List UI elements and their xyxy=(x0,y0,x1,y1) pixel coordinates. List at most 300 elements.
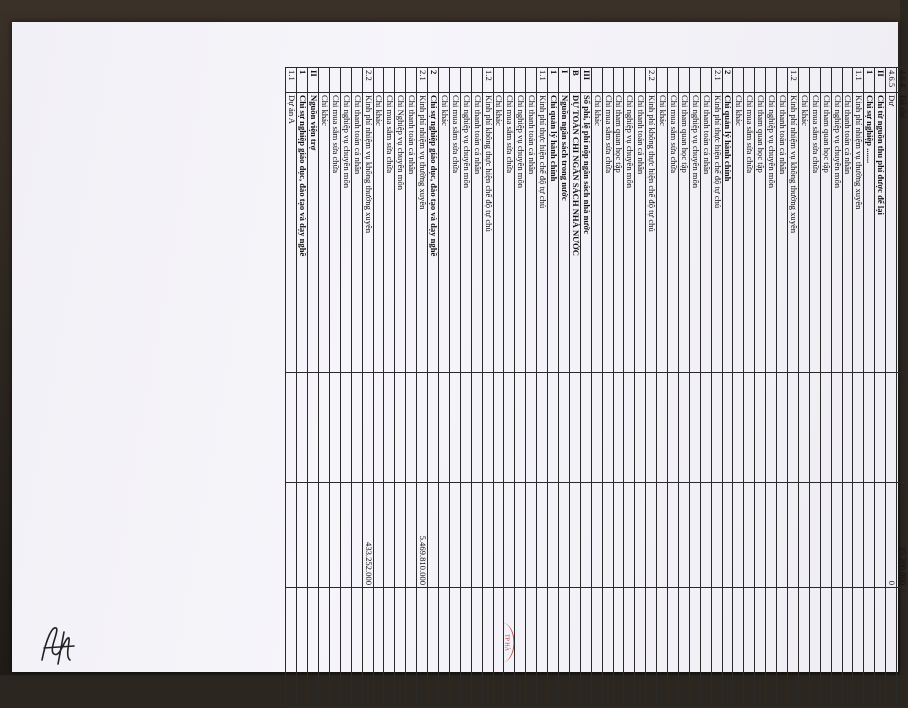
empty-cell xyxy=(482,373,493,483)
empty-cell xyxy=(864,373,875,483)
row-label: Chi khác xyxy=(319,93,330,373)
empty-cell xyxy=(515,588,526,708)
empty-cell xyxy=(373,373,384,483)
row-amount xyxy=(864,483,875,588)
table-row xyxy=(722,68,733,708)
row-number xyxy=(449,68,460,93)
table-row xyxy=(308,68,319,708)
table-row xyxy=(733,68,744,708)
row-label: Chi sự nghiệp ....... xyxy=(864,93,875,373)
empty-cell xyxy=(504,373,515,483)
row-amount xyxy=(308,483,319,588)
row-label: Chi mua sắm sửa chữa xyxy=(504,93,515,373)
table-row xyxy=(864,68,875,708)
row-label: Chi khác xyxy=(373,93,384,373)
empty-cell xyxy=(384,588,395,708)
row-amount xyxy=(580,483,591,588)
empty-cell xyxy=(526,588,537,708)
row-number xyxy=(373,68,384,93)
empty-cell xyxy=(308,373,319,483)
table-row xyxy=(340,68,351,708)
table-row xyxy=(755,68,766,708)
row-label: Chi mua sắm sửa chữa xyxy=(668,93,679,373)
empty-cell xyxy=(537,373,548,483)
row-number xyxy=(744,68,755,93)
row-number xyxy=(777,68,788,93)
row-amount xyxy=(482,483,493,588)
empty-cell xyxy=(286,588,297,708)
empty-cell xyxy=(733,373,744,483)
empty-cell xyxy=(471,373,482,483)
empty-cell xyxy=(886,373,897,483)
empty-cell xyxy=(559,588,570,708)
empty-cell xyxy=(613,588,624,708)
row-amount xyxy=(700,483,711,588)
empty-cell xyxy=(493,373,504,483)
empty-cell xyxy=(678,373,689,483)
row-amount xyxy=(471,483,482,588)
row-label: Kinh phí nhiệm vụ không thường xuyên xyxy=(362,93,373,373)
row-amount xyxy=(286,483,297,588)
row-number xyxy=(678,68,689,93)
row-number: 2 xyxy=(722,68,733,93)
table-row xyxy=(657,68,668,708)
row-amount xyxy=(777,483,788,588)
empty-cell xyxy=(820,373,831,483)
row-number: 2.1 xyxy=(711,68,722,93)
row-label: Chi thanh toán cá nhân xyxy=(635,93,646,373)
row-number xyxy=(798,68,809,93)
row-number: III xyxy=(580,68,591,93)
row-label: DỰ TOÁN CHI NGÂN SÁCH NHÀ NƯỚC xyxy=(569,93,580,373)
row-label: Chi nghiệp vụ chuyên môn xyxy=(624,93,635,373)
row-amount xyxy=(646,483,657,588)
row-number xyxy=(668,68,679,93)
row-amount xyxy=(602,483,613,588)
table-row xyxy=(711,68,722,708)
row-amount: 25.200.000 xyxy=(897,483,908,588)
row-amount xyxy=(766,483,777,588)
row-amount xyxy=(624,483,635,588)
table-row xyxy=(689,68,700,708)
row-amount xyxy=(559,483,570,588)
empty-cell xyxy=(340,588,351,708)
table-row xyxy=(580,68,591,708)
row-number xyxy=(657,68,668,93)
table-row xyxy=(471,68,482,708)
empty-cell xyxy=(777,588,788,708)
table-row xyxy=(569,68,580,708)
empty-cell xyxy=(624,373,635,483)
table-row xyxy=(362,68,373,708)
empty-cell xyxy=(766,373,777,483)
empty-cell xyxy=(526,373,537,483)
table-row xyxy=(286,68,297,708)
row-label: Chi nghiệp vụ chuyên môn xyxy=(766,93,777,373)
row-amount xyxy=(788,483,799,588)
budget-table xyxy=(285,67,908,708)
empty-cell xyxy=(875,588,886,708)
row-amount xyxy=(744,483,755,588)
row-label: Kinh phí nhiệm vụ thường xuyên xyxy=(417,93,428,373)
row-label: Chi mua sắm sửa chữa xyxy=(744,93,755,373)
empty-cell xyxy=(329,373,340,483)
row-amount xyxy=(504,483,515,588)
table-row xyxy=(559,68,570,708)
empty-cell xyxy=(678,588,689,708)
empty-cell xyxy=(700,588,711,708)
row-number: 1 xyxy=(297,68,308,93)
row-number xyxy=(340,68,351,93)
empty-cell xyxy=(439,588,450,708)
empty-cell xyxy=(613,373,624,483)
row-amount xyxy=(809,483,820,588)
empty-cell xyxy=(788,588,799,708)
handwritten-signature xyxy=(34,620,80,668)
row-amount xyxy=(526,483,537,588)
row-number xyxy=(766,68,777,93)
row-number xyxy=(755,68,766,93)
row-number: I xyxy=(559,68,570,93)
row-label: Chi khác xyxy=(591,93,602,373)
empty-cell xyxy=(297,588,308,708)
table-row xyxy=(526,68,537,708)
empty-cell xyxy=(395,373,406,483)
row-label: Chi nghiệp vụ chuyên môn xyxy=(831,93,842,373)
table-row xyxy=(700,68,711,708)
empty-cell xyxy=(820,588,831,708)
row-amount: 5.469.810.000 xyxy=(417,483,428,588)
table-row xyxy=(460,68,471,708)
row-amount xyxy=(831,483,842,588)
table-row xyxy=(744,68,755,708)
row-number xyxy=(493,68,504,93)
row-label: Chi thanh toán cá nhân xyxy=(406,93,417,373)
row-label: Chi mua sắm sửa chữa xyxy=(329,93,340,373)
empty-cell xyxy=(788,373,799,483)
row-number: 2.2 xyxy=(362,68,373,93)
row-label: Chi nghiệp vụ chuyên môn xyxy=(340,93,351,373)
empty-cell xyxy=(569,588,580,708)
empty-cell xyxy=(733,588,744,708)
empty-cell xyxy=(460,373,471,483)
empty-cell xyxy=(439,373,450,483)
empty-cell xyxy=(766,588,777,708)
table-row xyxy=(602,68,613,708)
row-number xyxy=(602,68,613,93)
empty-cell xyxy=(504,588,515,708)
row-amount xyxy=(449,483,460,588)
paper-sheet xyxy=(12,22,908,672)
empty-cell xyxy=(897,588,908,708)
empty-cell xyxy=(471,588,482,708)
empty-cell xyxy=(493,588,504,708)
row-amount xyxy=(329,483,340,588)
row-label: Chi khác xyxy=(493,93,504,373)
row-label: Kinh phí thực hiện chế độ tự chủ xyxy=(537,93,548,373)
empty-cell xyxy=(755,373,766,483)
row-label: Chi sự nghiệp giáo dục, đào tạo và dạy nghề xyxy=(297,93,308,373)
row-number xyxy=(471,68,482,93)
empty-cell xyxy=(319,588,330,708)
table-row xyxy=(591,68,602,708)
row-amount xyxy=(428,483,439,588)
empty-cell xyxy=(580,373,591,483)
table-row xyxy=(329,68,340,708)
empty-cell xyxy=(657,373,668,483)
row-number xyxy=(384,68,395,93)
row-label: Chi khác xyxy=(657,93,668,373)
row-number xyxy=(319,68,330,93)
row-amount xyxy=(613,483,624,588)
table-row xyxy=(406,68,417,708)
row-amount xyxy=(689,483,700,588)
empty-cell xyxy=(646,588,657,708)
table-row xyxy=(820,68,831,708)
empty-cell xyxy=(537,588,548,708)
empty-cell xyxy=(624,588,635,708)
row-number xyxy=(809,68,820,93)
row-label: Chi tham quan học tập xyxy=(755,93,766,373)
row-label: Chi thanh toán cá nhân xyxy=(526,93,537,373)
row-number xyxy=(526,68,537,93)
empty-cell xyxy=(853,373,864,483)
row-number: 2 xyxy=(428,68,439,93)
row-number xyxy=(329,68,340,93)
row-label: Số phí, lệ phí nộp ngân sách nhà nước xyxy=(580,93,591,373)
row-label: Nguồn viện trợ xyxy=(308,93,319,373)
row-label: Chi nghiệp vụ chuyên môn xyxy=(515,93,526,373)
table-row xyxy=(798,68,809,708)
row-amount xyxy=(711,483,722,588)
empty-cell xyxy=(329,588,340,708)
row-amount xyxy=(733,483,744,588)
empty-cell xyxy=(689,373,700,483)
row-number: 1.1 xyxy=(853,68,864,93)
empty-cell xyxy=(406,373,417,483)
empty-cell xyxy=(591,588,602,708)
row-amount xyxy=(668,483,679,588)
empty-cell xyxy=(722,588,733,708)
row-label: Kinh phí nhiệm vụ không thường xuyên xyxy=(788,93,799,373)
row-label: Chi tham quan học tập xyxy=(678,93,689,373)
row-number xyxy=(351,68,362,93)
empty-cell xyxy=(842,373,853,483)
empty-cell xyxy=(569,373,580,483)
row-label: Chi quản lý hành chính xyxy=(722,93,733,373)
row-label: Chi nghiệp vụ chuyên môn xyxy=(460,93,471,373)
row-amount xyxy=(460,483,471,588)
empty-cell xyxy=(591,373,602,483)
row-number: 1.1 xyxy=(537,68,548,93)
row-label: Nguồn ngân sách trong nước xyxy=(559,93,570,373)
empty-cell xyxy=(809,373,820,483)
row-label: Chi thanh toán cá nhân xyxy=(842,93,853,373)
row-amount xyxy=(853,483,864,588)
empty-cell xyxy=(744,588,755,708)
row-label: Chi mua sắm sửa chữa xyxy=(602,93,613,373)
row-amount xyxy=(395,483,406,588)
row-label: Chi từ nguồn thu phí được để lại xyxy=(875,93,886,373)
empty-cell xyxy=(744,373,755,483)
table-row xyxy=(613,68,624,708)
row-label: Dư xyxy=(886,93,897,373)
row-label: Chi thanh toán cá nhân xyxy=(777,93,788,373)
row-number xyxy=(624,68,635,93)
row-amount xyxy=(493,483,504,588)
table-row xyxy=(788,68,799,708)
table-row xyxy=(384,68,395,708)
row-number xyxy=(613,68,624,93)
empty-cell xyxy=(449,588,460,708)
row-number xyxy=(460,68,471,93)
empty-cell xyxy=(798,373,809,483)
row-amount xyxy=(515,483,526,588)
empty-cell xyxy=(831,373,842,483)
table-row xyxy=(537,68,548,708)
table-row xyxy=(668,68,679,708)
empty-cell xyxy=(689,588,700,708)
row-label: Kinh phí không thực hiện chế độ tự chủ xyxy=(646,93,657,373)
empty-cell xyxy=(711,588,722,708)
row-amount xyxy=(755,483,766,588)
empty-cell xyxy=(602,588,613,708)
row-label: Kinh phí thực hiện chế độ tự chủ xyxy=(711,93,722,373)
empty-cell xyxy=(384,373,395,483)
row-label: Chi thanh toán cá nhân xyxy=(351,93,362,373)
table-row xyxy=(504,68,515,708)
empty-cell xyxy=(897,373,908,483)
row-label: Kinh phí nhiệm vụ thường xuyên xyxy=(853,93,864,373)
row-number xyxy=(504,68,515,93)
empty-cell xyxy=(362,588,373,708)
row-number: 1 xyxy=(864,68,875,93)
row-amount xyxy=(875,483,886,588)
row-number: II xyxy=(875,68,886,93)
row-label: Chi khác xyxy=(733,93,744,373)
empty-cell xyxy=(417,373,428,483)
empty-cell xyxy=(580,588,591,708)
row-amount xyxy=(635,483,646,588)
table-row xyxy=(646,68,657,708)
row-number xyxy=(395,68,406,93)
table-row xyxy=(853,68,864,708)
row-label: Kinh phí không thực hiện chế độ tự chủ xyxy=(482,93,493,373)
table-row xyxy=(449,68,460,708)
row-amount xyxy=(537,483,548,588)
row-number xyxy=(635,68,646,93)
empty-cell xyxy=(602,373,613,483)
row-number xyxy=(591,68,602,93)
row-number: B xyxy=(569,68,580,93)
empty-cell xyxy=(777,373,788,483)
row-amount xyxy=(384,483,395,588)
row-amount xyxy=(820,483,831,588)
row-amount xyxy=(591,483,602,588)
row-label: Chi tham quan học tập xyxy=(820,93,831,373)
row-amount xyxy=(351,483,362,588)
red-stamp: TP HÀ xyxy=(490,623,515,663)
row-amount xyxy=(798,483,809,588)
empty-cell xyxy=(417,588,428,708)
empty-cell xyxy=(362,373,373,483)
row-amount xyxy=(678,483,689,588)
table-row xyxy=(482,68,493,708)
empty-cell xyxy=(373,588,384,708)
empty-cell xyxy=(635,588,646,708)
row-number: 2.1 xyxy=(417,68,428,93)
table-row xyxy=(809,68,820,708)
table-row xyxy=(831,68,842,708)
empty-cell xyxy=(286,373,297,483)
empty-cell xyxy=(668,588,679,708)
row-number xyxy=(700,68,711,93)
table-row xyxy=(635,68,646,708)
empty-cell xyxy=(406,588,417,708)
empty-cell xyxy=(842,588,853,708)
row-label: Chi mua sắm sửa chữa xyxy=(809,93,820,373)
empty-cell xyxy=(351,588,362,708)
row-label: Chi tham quan học tập xyxy=(613,93,624,373)
empty-cell xyxy=(428,373,439,483)
table-row xyxy=(417,68,428,708)
row-label: Chi quản lý hành chính xyxy=(548,93,559,373)
row-label: Chi khác xyxy=(439,93,450,373)
empty-cell xyxy=(515,373,526,483)
table-row xyxy=(886,68,897,708)
table-row xyxy=(439,68,450,708)
row-amount: 433.252.000 xyxy=(362,483,373,588)
row-number: 1 xyxy=(548,68,559,93)
empty-cell xyxy=(395,588,406,708)
table-row xyxy=(766,68,777,708)
row-amount xyxy=(340,483,351,588)
row-label: Chi mua sắm sửa chữa xyxy=(384,93,395,373)
row-amount xyxy=(373,483,384,588)
row-number: 1.2 xyxy=(788,68,799,93)
table-row xyxy=(319,68,330,708)
row-amount xyxy=(297,483,308,588)
table-row xyxy=(428,68,439,708)
row-number: 4.6.4 xyxy=(897,68,908,93)
row-label: Chi thanh toán cá nhân xyxy=(700,93,711,373)
row-number: 1.2 xyxy=(482,68,493,93)
row-amount xyxy=(842,483,853,588)
empty-cell xyxy=(809,588,820,708)
empty-cell xyxy=(711,373,722,483)
row-number xyxy=(439,68,450,93)
empty-cell xyxy=(657,588,668,708)
budget-table-body xyxy=(286,68,908,708)
empty-cell xyxy=(668,373,679,483)
row-number xyxy=(689,68,700,93)
row-label: Chi sự nghiệp giáo dục, đào tạo và dạy nghề xyxy=(428,93,439,373)
row-label: Chi mua sắm sửa chữa xyxy=(449,93,460,373)
empty-cell xyxy=(449,373,460,483)
row-label: Dự án A xyxy=(286,93,297,373)
empty-cell xyxy=(460,588,471,708)
row-label: Đã chi xyxy=(897,93,908,373)
row-amount xyxy=(548,483,559,588)
table-row xyxy=(624,68,635,708)
row-label: Chi khác xyxy=(798,93,809,373)
row-amount xyxy=(439,483,450,588)
row-number: 2.2 xyxy=(646,68,657,93)
row-number xyxy=(820,68,831,93)
empty-cell xyxy=(635,373,646,483)
empty-cell xyxy=(297,373,308,483)
row-label: Chi thanh toán cá nhân xyxy=(471,93,482,373)
